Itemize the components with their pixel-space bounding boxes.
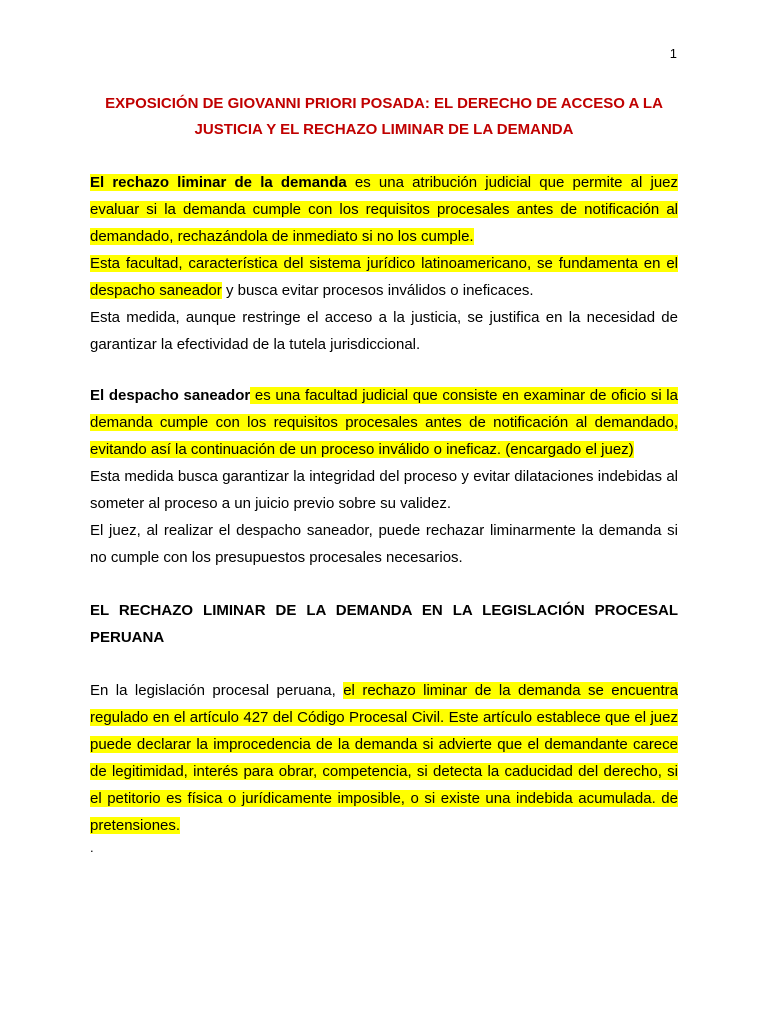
highlighted-text — [90, 174, 678, 245]
section-heading: EL RECHAZO LIMINAR DE LA DEMANDA EN LA LEGISLACIÓN PROCESAL PERUANA — [90, 602, 678, 646]
paragraph: Esta medida busca garantizar la integridad del proceso y evitar dilataciones indebidas al someter al proceso a un juicio previo sobre su validez. — [90, 468, 678, 512]
section-rechazo-liminar — [90, 169, 678, 358]
paragraph-text: es una atribución judicial que permite al juez evaluar si la demanda cumple con los requisitos procesales antes de notificación al demandado, rechazándola de inmediato si no los cumple. — [90, 174, 679, 245]
document-title: EXPOSICIÓN DE GIOVANNI PRIORI POSADA: EL DERECHO DE ACCESO A LA JUSTICIA Y EL RECHAZO LIMINAR DE LA DEMANDA — [105, 95, 663, 138]
paragraph — [90, 677, 678, 839]
section-despacho-saneador — [90, 382, 678, 571]
paragraph-text: y busca evitar procesos inválidos o ineficaces. — [221, 282, 534, 299]
paragraph — [90, 250, 678, 304]
bold-term: El despacho saneador — [90, 387, 251, 404]
paragraph — [90, 382, 678, 463]
paragraph — [90, 169, 678, 250]
trailing-mark: . — [90, 840, 94, 855]
section-legislacion-peruana — [90, 677, 678, 839]
highlighted-text: es una facultad judicial que consiste en examinar de oficio si la demanda cumple con los requisitos procesales antes de notificación al demandado, evitando así la continuación de un proceso inválido o ineficaz. (encargado el juez) — [90, 387, 678, 458]
page-number: 1 — [669, 46, 677, 61]
bold-term: El rechazo liminar de la demanda — [90, 174, 347, 191]
paragraph-text: En la legislación procesal peruana, — [90, 682, 344, 699]
highlighted-text: Esta facultad, característica del sistema jurídico latinoamericano, se fundamenta en el despacho saneador — [90, 255, 678, 299]
paragraph: El juez, al realizar el despacho saneador, puede rechazar liminarmente la demanda si no cumple con los presupuestos procesales necesarios. — [90, 522, 678, 566]
paragraph: Esta medida, aunque restringe el acceso a la justicia, se justifica en la necesidad de garantizar la efectividad de la tutela jurisdiccional. — [90, 309, 678, 353]
highlighted-text: el rechazo liminar de la demanda se encuentra regulado en el artículo 427 del Código Procesal Civil. Este artículo establece que el juez puede declarar la improcedencia de la demanda si advierte que el demandante carece de legitimidad, interés para obrar, competencia, si detecta la caducidad del derecho, si el petitorio es física o jurídicamente imposible, o si existe una indebida acumulada. de pretensiones. — [90, 682, 678, 834]
